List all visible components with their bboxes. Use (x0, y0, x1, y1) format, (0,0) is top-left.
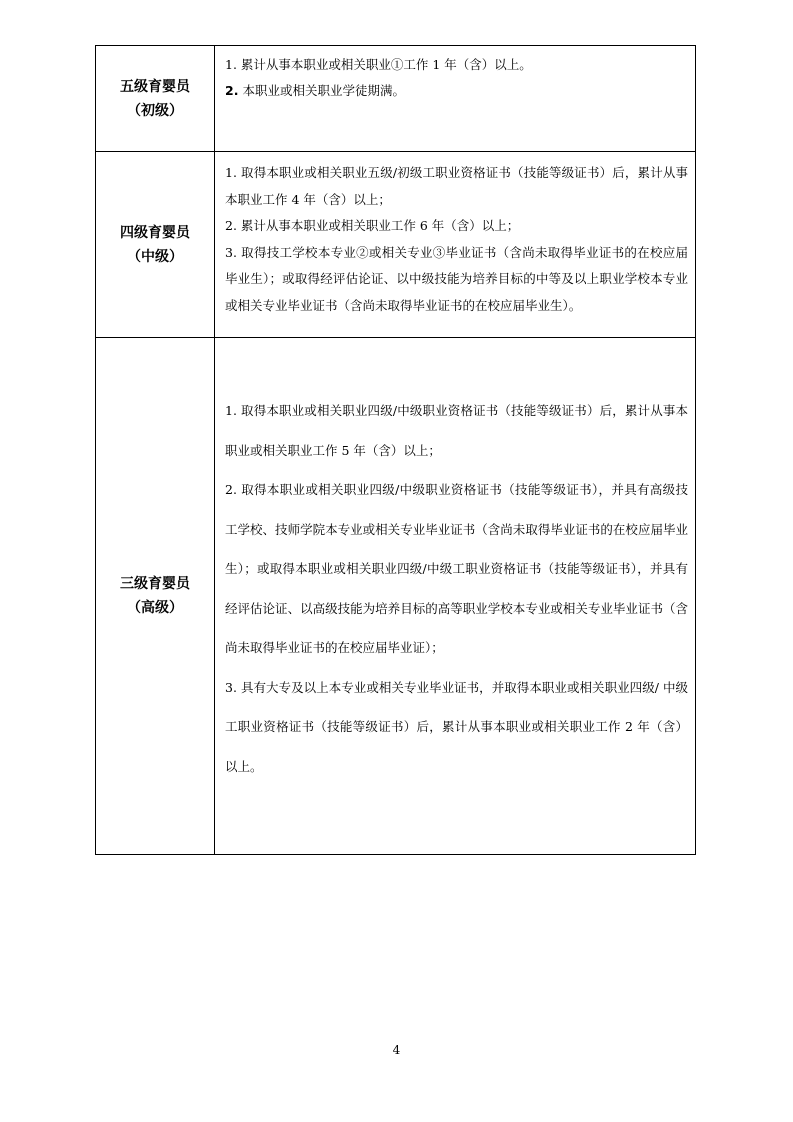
table-row (96, 46, 696, 152)
condition-item: 1. 累计从事本职业或相关职业①工作 1 年（含）以上。 (225, 57, 532, 72)
conditions-cell-3 (215, 338, 696, 855)
requirements-table (95, 45, 696, 855)
condition-item: 3. 取得技工学校本专业②或相关专业③毕业证书（含尚未取得毕业证书的在校应届毕业生）；或取得经评估论证、以中级技能为培养目标的中等及以上职业学校本专业或相关专业毕业证书（含尚未取得毕业证书的在校应届毕业生）。 (225, 244, 688, 313)
level-name: 四级育婴员 (120, 224, 190, 241)
condition-item: 1. 取得本职业或相关职业四级/中级职业资格证书（技能等级证书）后，累计从事本职业或相关职业工作 5 年（含）以上； (225, 403, 688, 458)
condition-text: 本职业或相关职业学徒期满。 (242, 83, 405, 98)
level-name: 三级育婴员 (120, 576, 190, 592)
level-cell-5 (96, 46, 215, 152)
conditions-cell-5 (215, 46, 696, 152)
conditions-cell-4 (215, 152, 696, 338)
condition-item: 2. 取得本职业或相关职业四级/中级职业资格证书（技能等级证书），并具有高级技工学校、技师学院本专业或相关专业毕业证书（含尚未取得毕业证书的在校应届毕业生）；或取得本职业或相关职业四级/中级工职业资格证书（技能等级证书），并具有经评估论证、以高级技能为培养目标的高等职业学校本专业或相关专业毕业证书（含尚未取得毕业证书的在校应届毕业证）； (225, 482, 688, 655)
condition-item: 2. 累计从事本职业或相关职业工作 6 年（含）以上； (225, 218, 520, 233)
condition-item (225, 78, 688, 104)
level-cell-4 (96, 152, 215, 338)
table-row (96, 338, 696, 855)
level-grade: （中级） (127, 248, 183, 265)
page-number: 4 (392, 1043, 401, 1057)
level-name: 五级育婴员 (120, 78, 190, 95)
condition-item: 1. 取得本职业或相关职业五级/初级工职业资格证书（技能等级证书）后，累计从事本职业工作 4 年（含）以上； (225, 165, 688, 207)
condition-number: 2. (225, 83, 239, 98)
level-grade: （初级） (127, 102, 183, 119)
level-grade: （高级） (127, 600, 183, 616)
condition-item: 3. 具有大专及以上本专业或相关专业毕业证书，并取得本职业或相关职业四级/ 中级工职业资格证书（技能等级证书）后，累计从事本职业或相关职业工作 2 年（含）以上。 (225, 679, 688, 774)
table-row (96, 152, 696, 338)
level-cell-3 (96, 338, 215, 855)
